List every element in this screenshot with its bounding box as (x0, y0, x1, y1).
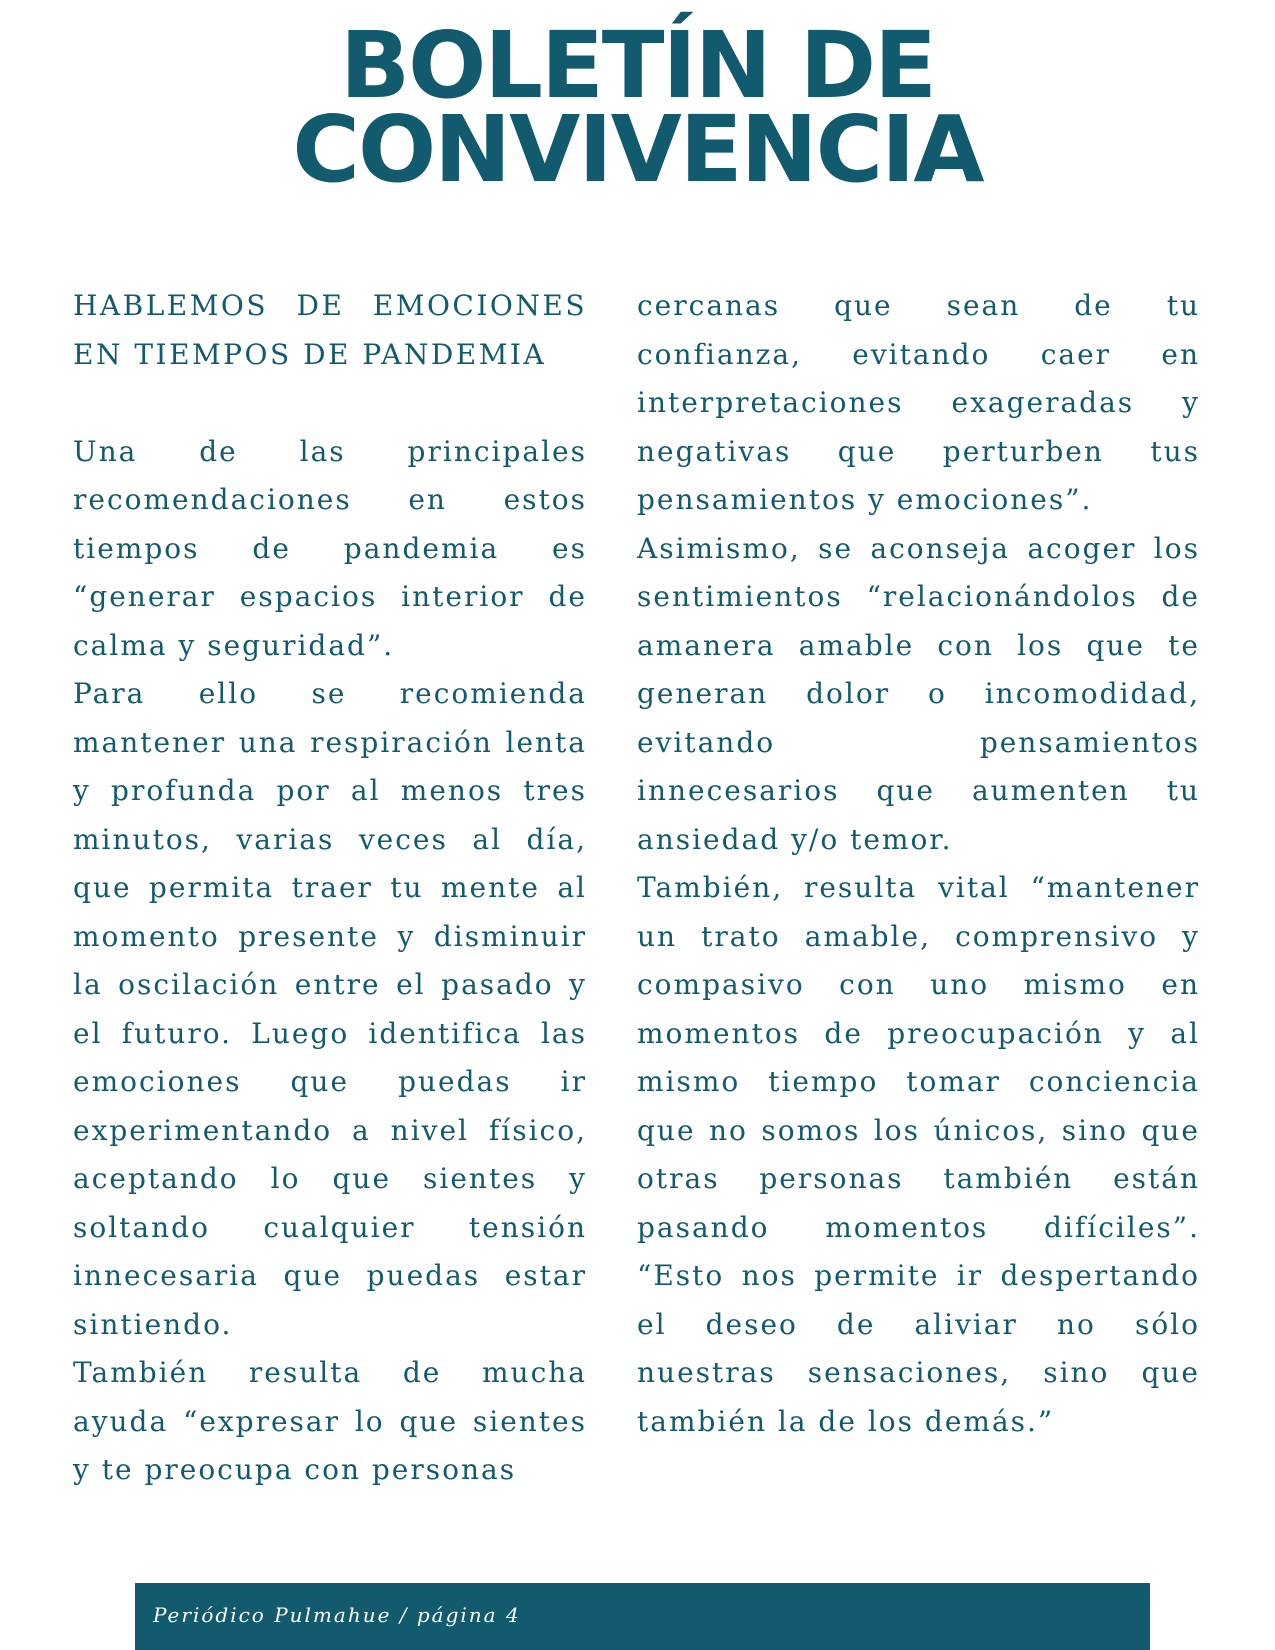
paragraph: También, resulta vital “mantener un trato amable, comprensivo y compasivo con uno mismo en momentos de preocupación y al mismo tiempo tomar conciencia que no somos los únicos, sino que otras personas también están pasando momentos difíciles”. “Esto nos permite ir despertando el deseo de aliviar no sólo nuestras sensaciones, sino que también la de los demás.” (637, 871, 1200, 1438)
footer-bar (135, 1583, 1150, 1650)
newsletter-title (0, 12, 1275, 203)
paragraph: Asimismo, se aconseja acoger los sentimientos “relacionándolos de amanera amable con los que te generan dolor o incomodidad, evitando pensamientos innecesarios que aumenten tu ansiedad y/o temor. (637, 531, 1200, 856)
article-heading: HABLEMOS DE EMOCIONES EN TIEMPOS DE PANDEMIA (73, 289, 587, 371)
spacer (73, 379, 587, 428)
paragraph: También resulta de mucha ayuda “expresar lo que sientes y te preocupa con personas (73, 1356, 587, 1486)
footer-page-label: Periódico Pulmahue / página 4 (153, 1603, 521, 1627)
right-column (637, 282, 1200, 1446)
paragraph: cercanas que sean de tu confianza, evitando caer en interpretaciones exageradas y negativas que perturben tus pensamientos y emociones”. (637, 289, 1200, 516)
title-line-2: CONVIVENCIA (292, 96, 983, 203)
left-column (73, 282, 587, 1495)
title-line-1: BOLETÍN DE (339, 12, 936, 119)
paragraph: Para ello se recomienda mantener una respiración lenta y profunda por al menos tres minutos, varias veces al día, que permita traer tu mente al momento presente y disminuir la oscilación entre el pasado y el futuro. Luego identifica las emociones que puedas ir experimentando a nivel físico, aceptando lo que sientes y soltando cualquier tensión innecesaria que puedas estar sintiendo. (73, 677, 587, 1341)
paragraph: Una de las principales recomendaciones en estos tiempos de pandemia es “generar espacios interior de calma y seguridad”. (73, 434, 587, 662)
